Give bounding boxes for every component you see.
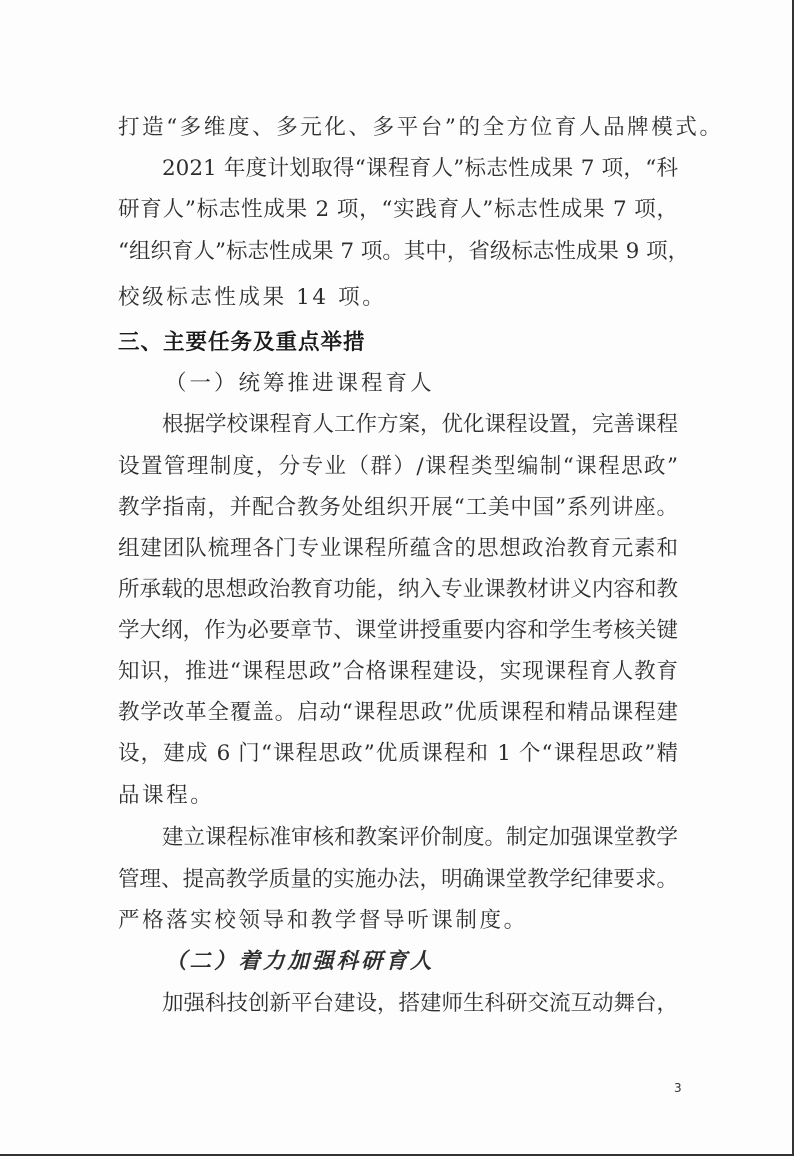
paragraph-line: 设置管理制度，分专业（群）/课程类型编制“课程思政” <box>118 454 678 479</box>
subsection-heading: （二）着力加强科研育人 <box>165 949 435 974</box>
paragraph-line: 品课程。 <box>118 783 215 808</box>
paragraph-line: 建立课程标准审核和教案评价制度。制定加强课堂教学 <box>162 825 679 850</box>
paragraph-line: 管理、提高教学质量的实施办法，明确课堂教学纪律要求。 <box>118 867 678 892</box>
paragraph-line: 打造“多维度、多元化、多平台”的全方位育人品牌模式。 <box>118 115 724 140</box>
paragraph-line: 设，建成 6 门“课程思政”优质课程和 1 个“课程思政”精 <box>118 741 678 766</box>
paragraph-line: 组建团队梳理各门专业课程所蕴含的思想政治教育元素和 <box>118 536 678 561</box>
paragraph-line: 学大纲，作为必要章节、课堂讲授重要内容和学生考核关键 <box>118 618 678 643</box>
paragraph-line: “组织育人”标志性成果 7 项。其中，省级标志性成果 9 项， <box>118 239 690 264</box>
paragraph-line: 2021 年度计划取得“课程育人”标志性成果 7 项，“科 <box>162 156 678 181</box>
paragraph-line: 校级标志性成果 14 项。 <box>118 285 387 310</box>
paragraph-line: 严格落实校领导和教学督导听课制度。 <box>118 908 528 933</box>
subsection-heading: （一）统筹推进课程育人 <box>165 371 435 396</box>
paragraph-line: 根据学校课程育人工作方案，优化课程设置，完善课程 <box>162 412 679 437</box>
paragraph-line: 研育人”标志性成果 2 项，“实践育人”标志性成果 7 项， <box>118 197 678 222</box>
paragraph-line: 教学指南，并配合教务处组织开展“工美中国”系列讲座。 <box>118 495 678 520</box>
paragraph-line: 教学改革全覆盖。启动“课程思政”优质课程和精品课程建 <box>118 700 678 725</box>
section-heading: 三、主要任务及重点举措 <box>118 330 366 355</box>
paragraph-line: 所承载的思想政治教育功能，纳入专业课教材讲义内容和教 <box>118 577 678 602</box>
page-number: 3 <box>674 1081 682 1095</box>
paragraph-line: 加强科技创新平台建设，搭建师生科研交流互动舞台， <box>162 991 679 1016</box>
paragraph-line: 知识，推进“课程思政”合格课程建设，实现课程育人教育 <box>118 659 678 684</box>
